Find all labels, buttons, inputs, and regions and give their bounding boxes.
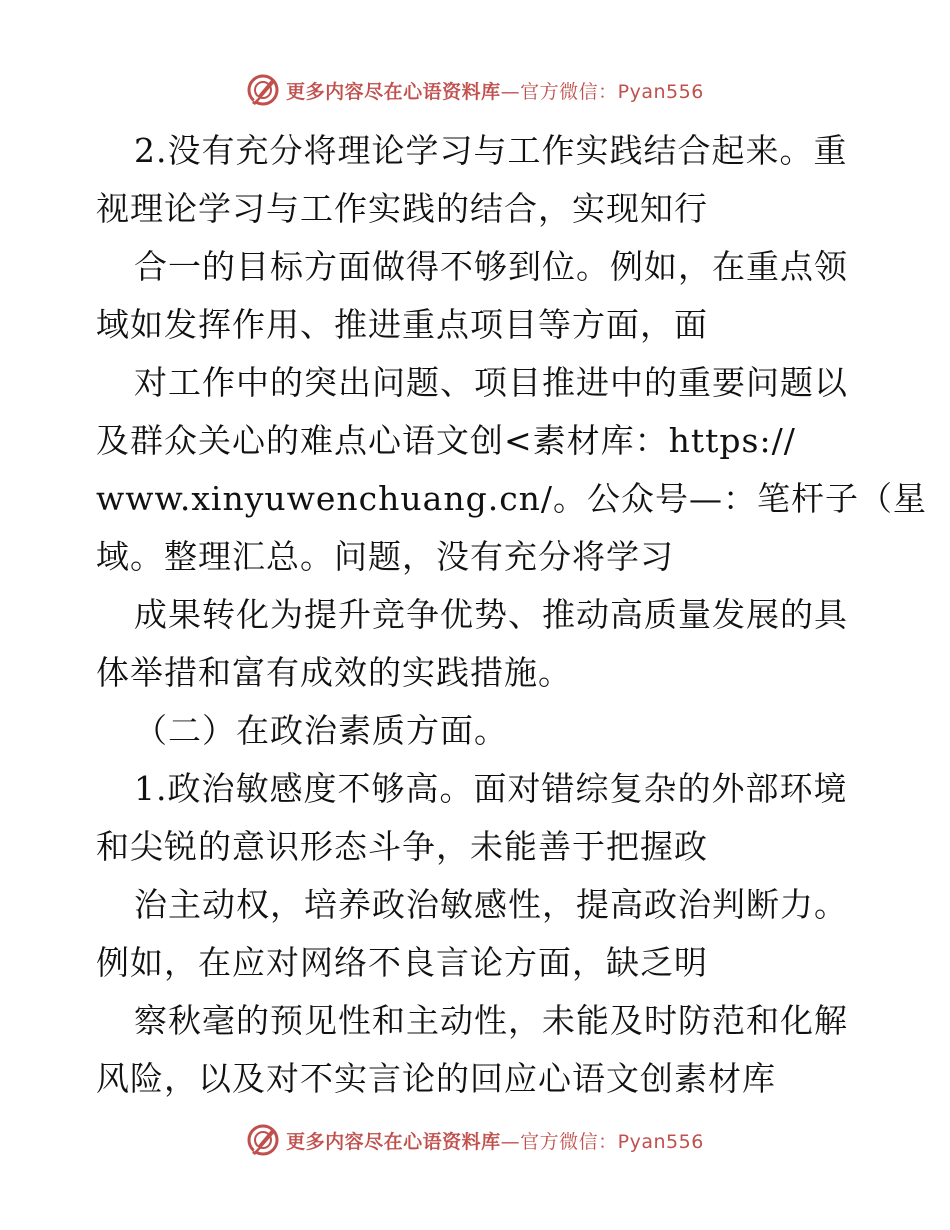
body-line: 和尖锐的意识形态斗争，未能善于把握政	[96, 827, 708, 866]
body-line: 及群众关心的难点心语文创<素材库：https://	[96, 421, 796, 460]
document-body	[96, 122, 928, 1108]
header-banner	[0, 70, 950, 110]
footer-banner-sub-text: —官方微信：Pyan556	[500, 1130, 704, 1153]
body-line: www.xinyuwenchuang.cn/。公众号—：笔杆子（星	[96, 479, 928, 518]
body-line: 察秋毫的预见性和主动性，未能及时防范和化解	[134, 1001, 848, 1040]
body-line: 1.政治敏感度不够高。面对错综复杂的外部环境	[134, 769, 848, 808]
body-line: 例如，在应对网络不良言论方面，缺乏明	[96, 943, 708, 982]
quill-logo-icon	[246, 73, 280, 107]
body-line: 域。整理汇总。问题，没有充分将学习	[96, 537, 674, 576]
body-line: 2.没有充分将理论学习与工作实践结合起来。重	[134, 131, 848, 170]
header-banner-sub-text: —官方微信：Pyan556	[500, 80, 704, 103]
body-line: 视理论学习与工作实践的结合，实现知行	[96, 189, 708, 228]
footer-banner	[0, 1120, 950, 1160]
header-banner-main-text: 更多内容尽在心语资料库	[286, 80, 501, 103]
body-line: 成果转化为提升竞争优势、推动高质量发展的具	[134, 595, 848, 634]
quill-logo-icon	[246, 1123, 280, 1157]
section-heading: （二）在政治素质方面。	[134, 711, 508, 750]
footer-banner-main-text: 更多内容尽在心语资料库	[286, 1130, 501, 1153]
body-line: 合一的目标方面做得不够到位。例如，在重点领	[134, 247, 848, 286]
body-line: 体举措和富有成效的实践措施。	[96, 653, 572, 692]
body-line: 治主动权，培养政治敏感性，提高政治判断力。	[134, 885, 848, 924]
body-line: 风险，以及对不实言论的回应心语文创素材库	[96, 1059, 776, 1098]
body-line: 对工作中的突出问题、项目推进中的重要问题以	[134, 363, 848, 402]
body-line: 域如发挥作用、推进重点项目等方面，面	[96, 305, 708, 344]
